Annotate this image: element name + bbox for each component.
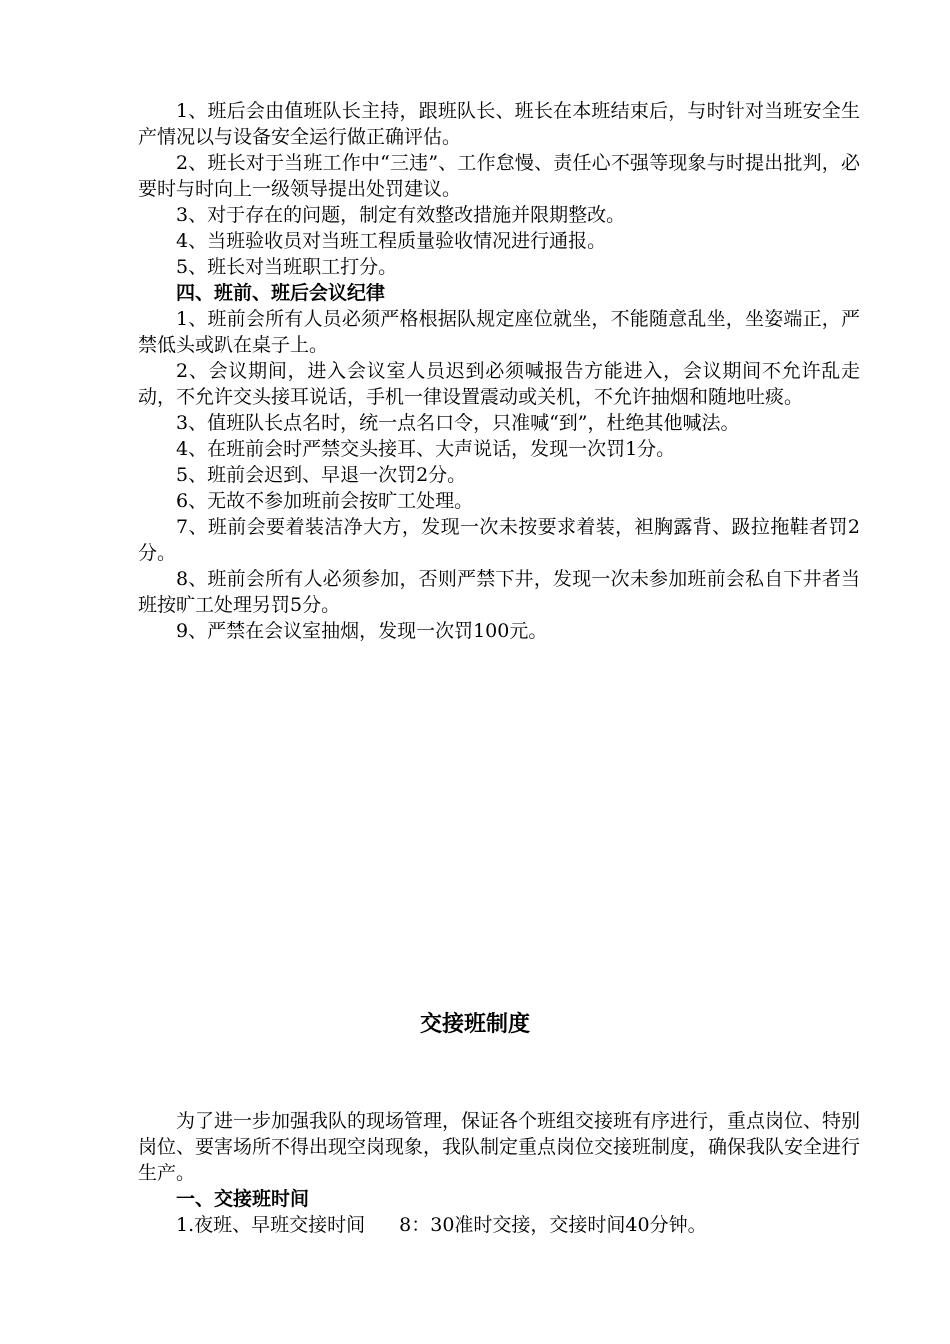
- paragraph: 4、当班验收员对当班工程质量验收情况进行通报。: [176, 230, 607, 252]
- paragraph: 5、班前会迟到、早退一次罚2分。: [176, 464, 467, 486]
- paragraph: 2、会议期间，进入会议室人员迟到必须喊报告方能进入，会议期间不允许乱走动，不允许交头接耳说话，手机一律设置震动或关机，不允许抽烟和随地吐痰。: [138, 360, 860, 408]
- intro-paragraph: 为了进一步加强我队的现场管理，保证各个班组交接班有序进行，重点岗位、特别岗位、要害场所不得出现空岗现象，我队制定重点岗位交接班制度，确保我队安全进行生产。: [138, 1110, 861, 1184]
- shift-label: 1.夜班、早班交接时间: [176, 1214, 366, 1236]
- paragraph: [138, 1212, 860, 1238]
- paragraph: 3、对于存在的问题，制定有效整改措施并限期整改。: [176, 204, 626, 226]
- section-heading: 一、交接班时间: [176, 1188, 310, 1210]
- paragraph: 8、班前会所有人必须参加，否则严禁下井，发现一次未参加班前会私自下井者当班按旷工处理另罚5分。: [138, 568, 860, 616]
- paragraph: 3、值班队长点名时，统一点名口令，只准喊“到”，杜绝其他喊法。: [176, 412, 740, 434]
- paragraph: 6、无故不参加班前会按旷工处理。: [176, 490, 474, 512]
- document-title: 交接班制度: [419, 1012, 530, 1037]
- paragraph: 5、班长对当班职工打分。: [176, 256, 398, 278]
- section-heading: 四、班前、班后会议纪律: [176, 282, 386, 304]
- paragraph: 7、班前会要着装洁净大方，发现一次未按要求着装，袒胸露背、趿拉拖鞋者罚2分。: [138, 516, 860, 564]
- paragraph: 2、班长对于当班工作中“三违”、工作怠慢、责任心不强等现象与时提出批判，必要时与时向上一级领导提出处罚建议。: [138, 152, 860, 200]
- document-body-upper: [138, 98, 860, 644]
- paragraph: 9、严禁在会议室抽烟，发现一次罚100元。: [176, 620, 548, 642]
- paragraph: 1、班前会所有人员必须严格根据队规定座位就坐，不能随意乱坐，坐姿端正，严禁低头或趴在桌子上。: [138, 308, 860, 356]
- shift-time: 8：30准时交接，交接时间40分钟。: [399, 1214, 707, 1236]
- document-body-lower: [138, 1108, 860, 1238]
- paragraph: 4、在班前会时严禁交头接耳、大声说话，发现一次罚1分。: [176, 438, 676, 460]
- paragraph: 1、班后会由值班队长主持，跟班队长、班长在本班结束后，与时针对当班安全生产情况以与设备安全运行做正确评估。: [138, 100, 860, 148]
